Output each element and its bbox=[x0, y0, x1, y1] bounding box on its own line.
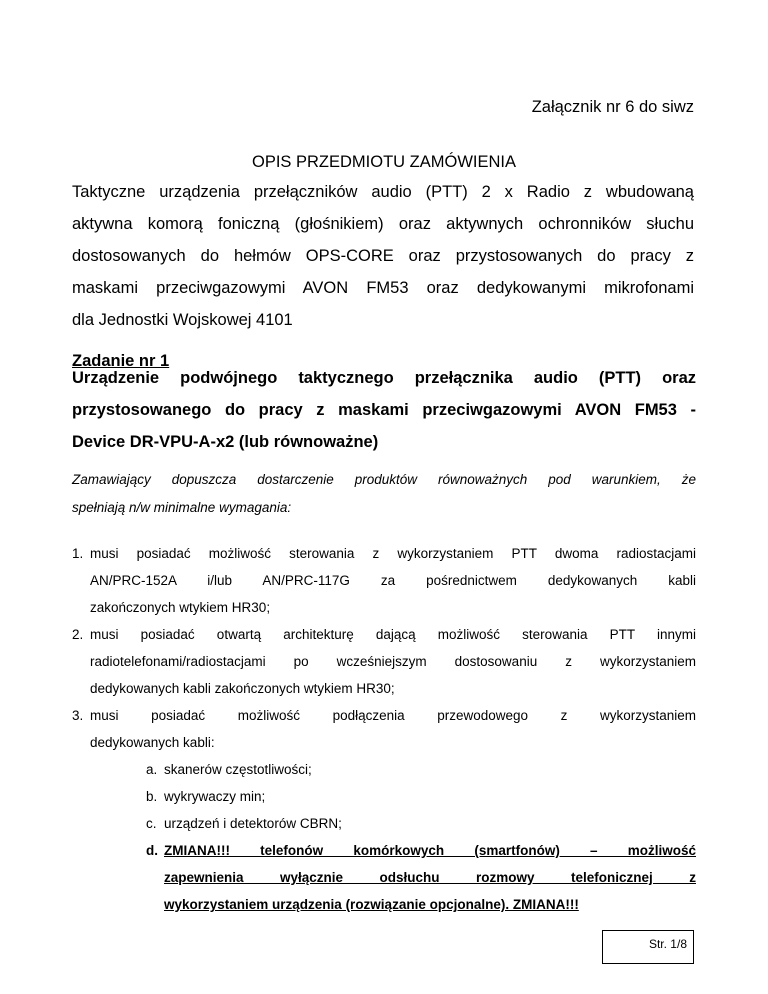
sub-item-line: ZMIANA!!! telefonów komórkowych (smartfonów) – możliwość bbox=[164, 843, 696, 858]
sub-item-line: zapewnienia wyłącznie odsłuchu rozmowy telefonicznej z bbox=[164, 870, 696, 885]
requirement-line: zakończonych wtykiem HR30; bbox=[90, 600, 271, 615]
equivalence-note bbox=[72, 466, 696, 522]
intro-line: maskami przeciwgazowymi AVON FM53 oraz dedykowanymi mikrofonami bbox=[72, 279, 694, 297]
sub-item-letter: b. bbox=[146, 789, 158, 804]
requirement-line: dedykowanych kabli zakończonych wtykiem HR30; bbox=[90, 681, 395, 696]
task-number: Zadanie nr 1 bbox=[72, 352, 170, 370]
sub-item-text: skanerów częstotliwości; bbox=[164, 762, 312, 777]
sub-item-d bbox=[146, 837, 696, 918]
intro-line: dostosowanych do hełmów OPS-CORE oraz przystosowanych do pracy z bbox=[72, 247, 694, 265]
sub-item-letter: c. bbox=[146, 816, 157, 831]
page-number-box bbox=[602, 930, 694, 964]
sub-item-c bbox=[146, 810, 696, 837]
intro-paragraph bbox=[72, 176, 694, 336]
requirement-line: radiotelefonami/radiostacjami po wcześniejszym dostosowaniu z wykorzystaniem bbox=[90, 654, 696, 669]
task-title-line: Urządzenie podwójnego taktycznego przełącznika audio (PTT) oraz bbox=[72, 369, 696, 387]
intro-line: Taktyczne urządzenia przełączników audio (PTT) 2 x Radio z wbudowaną bbox=[72, 183, 694, 201]
task-title-line: Device DR-VPU-A-x2 (lub równoważne) bbox=[72, 433, 379, 451]
annex-label: Załącznik nr 6 do siwz bbox=[531, 98, 694, 116]
task-title-line: przystosowanego do pracy z maskami przeciwgazowymi AVON FM53 - bbox=[72, 401, 696, 419]
sub-item-letter: a. bbox=[146, 762, 158, 777]
sub-item-a bbox=[146, 756, 696, 783]
document-title: OPIS PRZEDMIOTU ZAMÓWIENIA bbox=[251, 153, 516, 171]
requirement-line: musi posiadać otwartą architekturę dającą możliwość sterowania PTT innymi bbox=[90, 627, 696, 642]
intro-line: dla Jednostki Wojskowej 4101 bbox=[72, 311, 293, 329]
sub-item-text: urządzeń i detektorów CBRN; bbox=[164, 816, 342, 831]
sub-item-text: wykrywaczy min; bbox=[164, 789, 266, 804]
requirement-line: musi posiadać możliwość sterowania z wykorzystaniem PTT dwoma radiostacjami bbox=[90, 546, 696, 561]
requirement-line: AN/PRC-152A i/lub AN/PRC-117G za pośrednictwem dedykowanych kabli bbox=[90, 573, 696, 588]
requirement-number: 1. bbox=[72, 546, 84, 561]
sub-item-b bbox=[146, 783, 696, 810]
note-line: Zamawiający dopuszcza dostarczenie produktów równoważnych pod warunkiem, że bbox=[72, 472, 696, 487]
requirement-number: 3. bbox=[72, 708, 84, 723]
sub-item-letter: d. bbox=[146, 843, 158, 858]
page-number: Str. 1/8 bbox=[648, 937, 687, 951]
requirement-line: musi posiadać możliwość podłączenia przewodowego z wykorzystaniem bbox=[90, 708, 696, 723]
requirement-item-2 bbox=[72, 621, 696, 702]
requirement-line: dedykowanych kabli: bbox=[90, 735, 215, 750]
intro-line: aktywna komorą foniczną (głośnikiem) oraz aktywnych ochronników słuchu bbox=[72, 215, 694, 233]
requirement-item-3 bbox=[72, 702, 696, 756]
note-line: spełniają n/w minimalne wymagania: bbox=[72, 500, 292, 515]
requirement-number: 2. bbox=[72, 627, 84, 642]
sub-item-line: wykorzystaniem urządzenia (rozwiązanie opcjonalne). ZMIANA!!! bbox=[164, 897, 579, 912]
requirement-item-1 bbox=[72, 540, 696, 621]
task-title bbox=[72, 362, 696, 458]
